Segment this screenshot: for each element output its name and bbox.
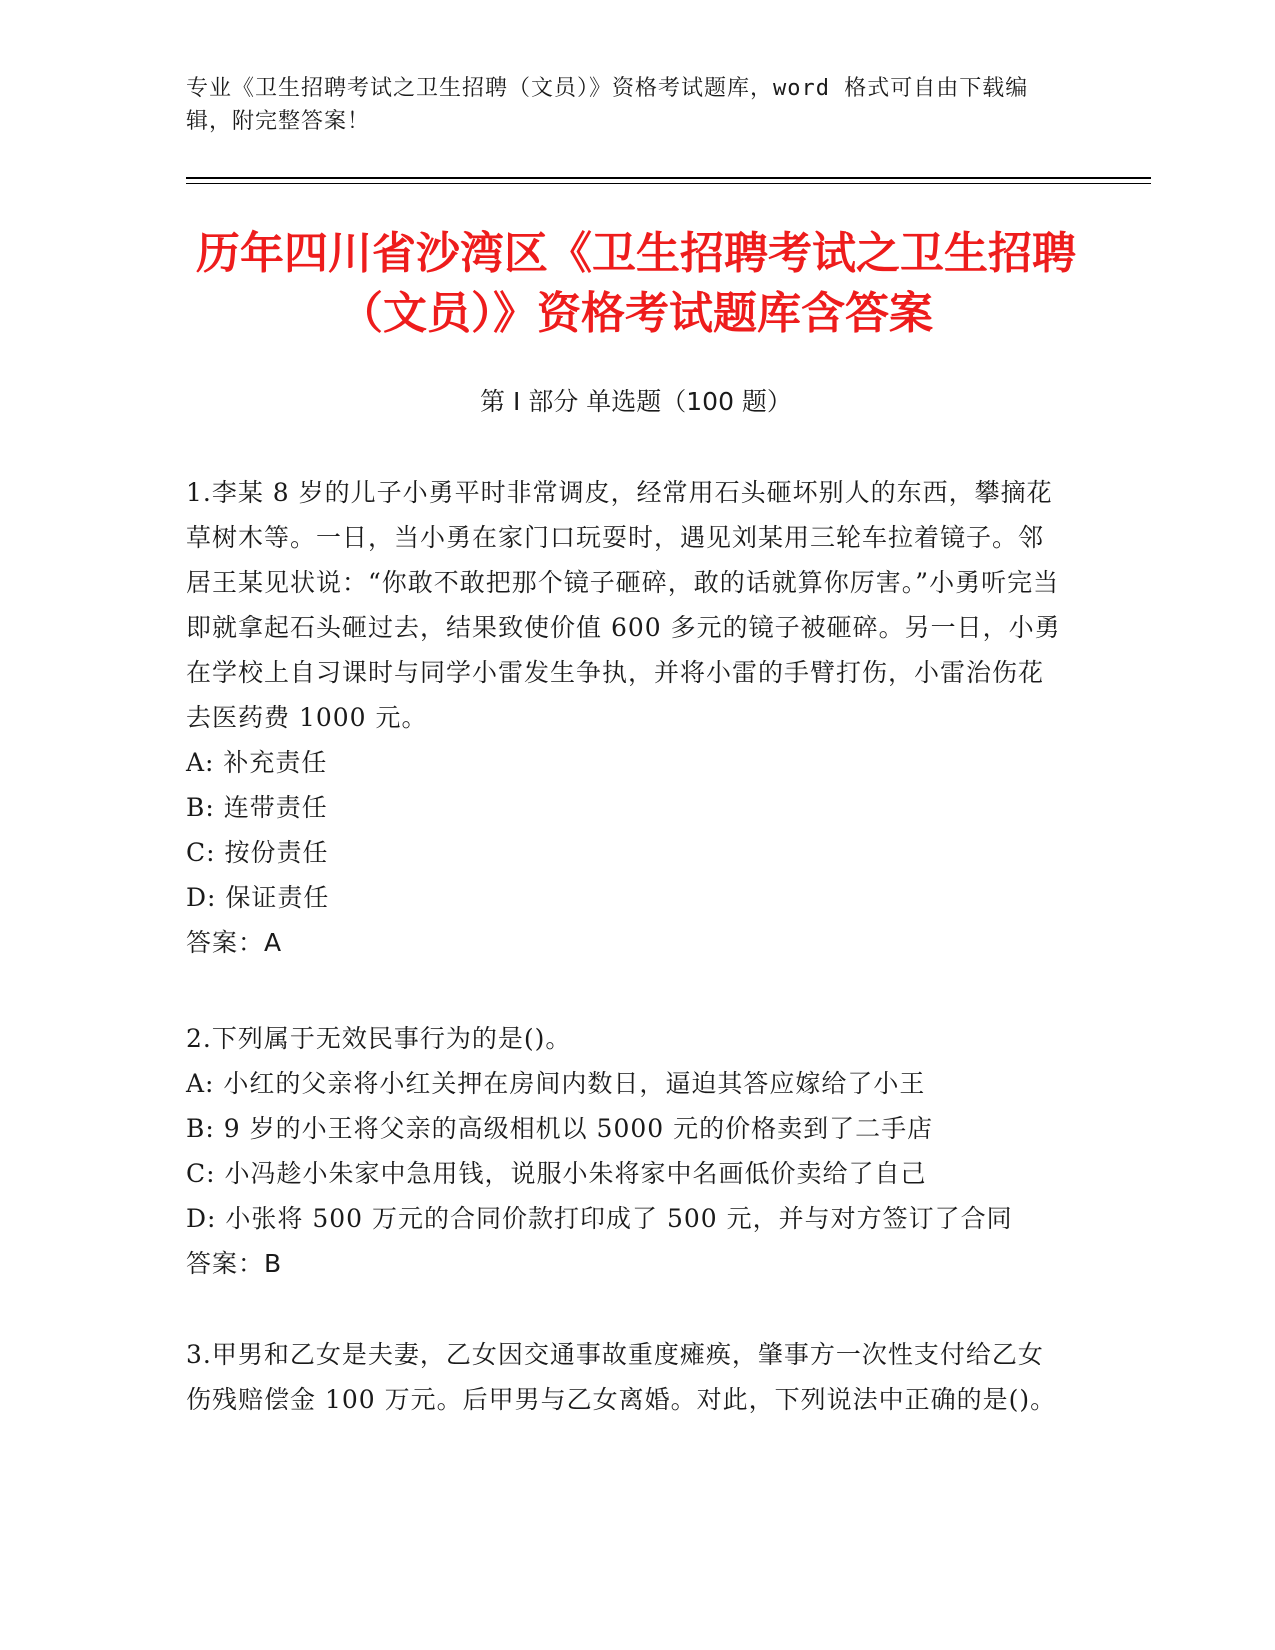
- question-stem: 3.甲男和乙女是夫妻，乙女因交通事故重度瘫痪，肇事方一次性支付给乙女伤残赔偿金 100 万元。后甲男与乙女离婚。对此，下列说法中正确的是()。: [186, 1340, 1057, 1414]
- option-a: A: 补充责任: [186, 748, 328, 777]
- option-c: C: 小冯趁小朱家中急用钱，说服小朱将家中名画低价卖给了自己: [186, 1159, 927, 1188]
- answer: 答案：B: [186, 1249, 283, 1278]
- document-title: 历年四川省沙湾区《卫生招聘考试之卫生招聘（文员）》资格考试题库含答案: [196, 228, 1076, 339]
- option-b: B: 9 岁的小王将父亲的高级相机以 5000 元的价格卖到了二手店: [186, 1114, 934, 1143]
- header-divider-thin: [186, 183, 1151, 184]
- section-title: 第 I 部分 单选题（100 题）: [480, 387, 792, 416]
- answer: 答案：A: [186, 928, 283, 957]
- question-stem: 2.下列属于无效民事行为的是()。: [186, 1024, 572, 1053]
- question-3: [186, 1332, 1066, 1422]
- question-1: [186, 470, 1066, 965]
- header-divider: [186, 177, 1151, 179]
- header-note: 专业《卫生招聘考试之卫生招聘（文员）》资格考试题库，word 格式可自由下载编辑，附完整答案！: [186, 76, 1029, 134]
- option-a: A: 小红的父亲将小红关押在房间内数日，逼迫其答应嫁给了小王: [186, 1069, 926, 1098]
- option-d: D: 小张将 500 万元的合同价款打印成了 500 元，并与对方签订了合同: [186, 1204, 1013, 1233]
- question-2: [186, 1016, 1066, 1286]
- question-stem: 1.李某 8 岁的儿子小勇平时非常调皮，经常用石头砸坏别人的东西，攀摘花草树木等。一日，当小勇在家门口玩耍时，遇见刘某用三轮车拉着镜子。邻居王某见状说：“你敢不敢把那个镜子砸碎，敢的话就算你厉害。”小勇听完当即就拿起石头砸过去，结果致使价值 600 多元的镜子被砸碎。另一日，小勇在学校上自习课时与同学小雷发生争执，并将小雷的手臂打伤，小雷治伤花去医药费 1000 元。: [186, 478, 1061, 732]
- option-c: C: 按份责任: [186, 838, 329, 867]
- option-b: B: 连带责任: [186, 793, 328, 822]
- option-d: D: 保证责任: [186, 883, 330, 912]
